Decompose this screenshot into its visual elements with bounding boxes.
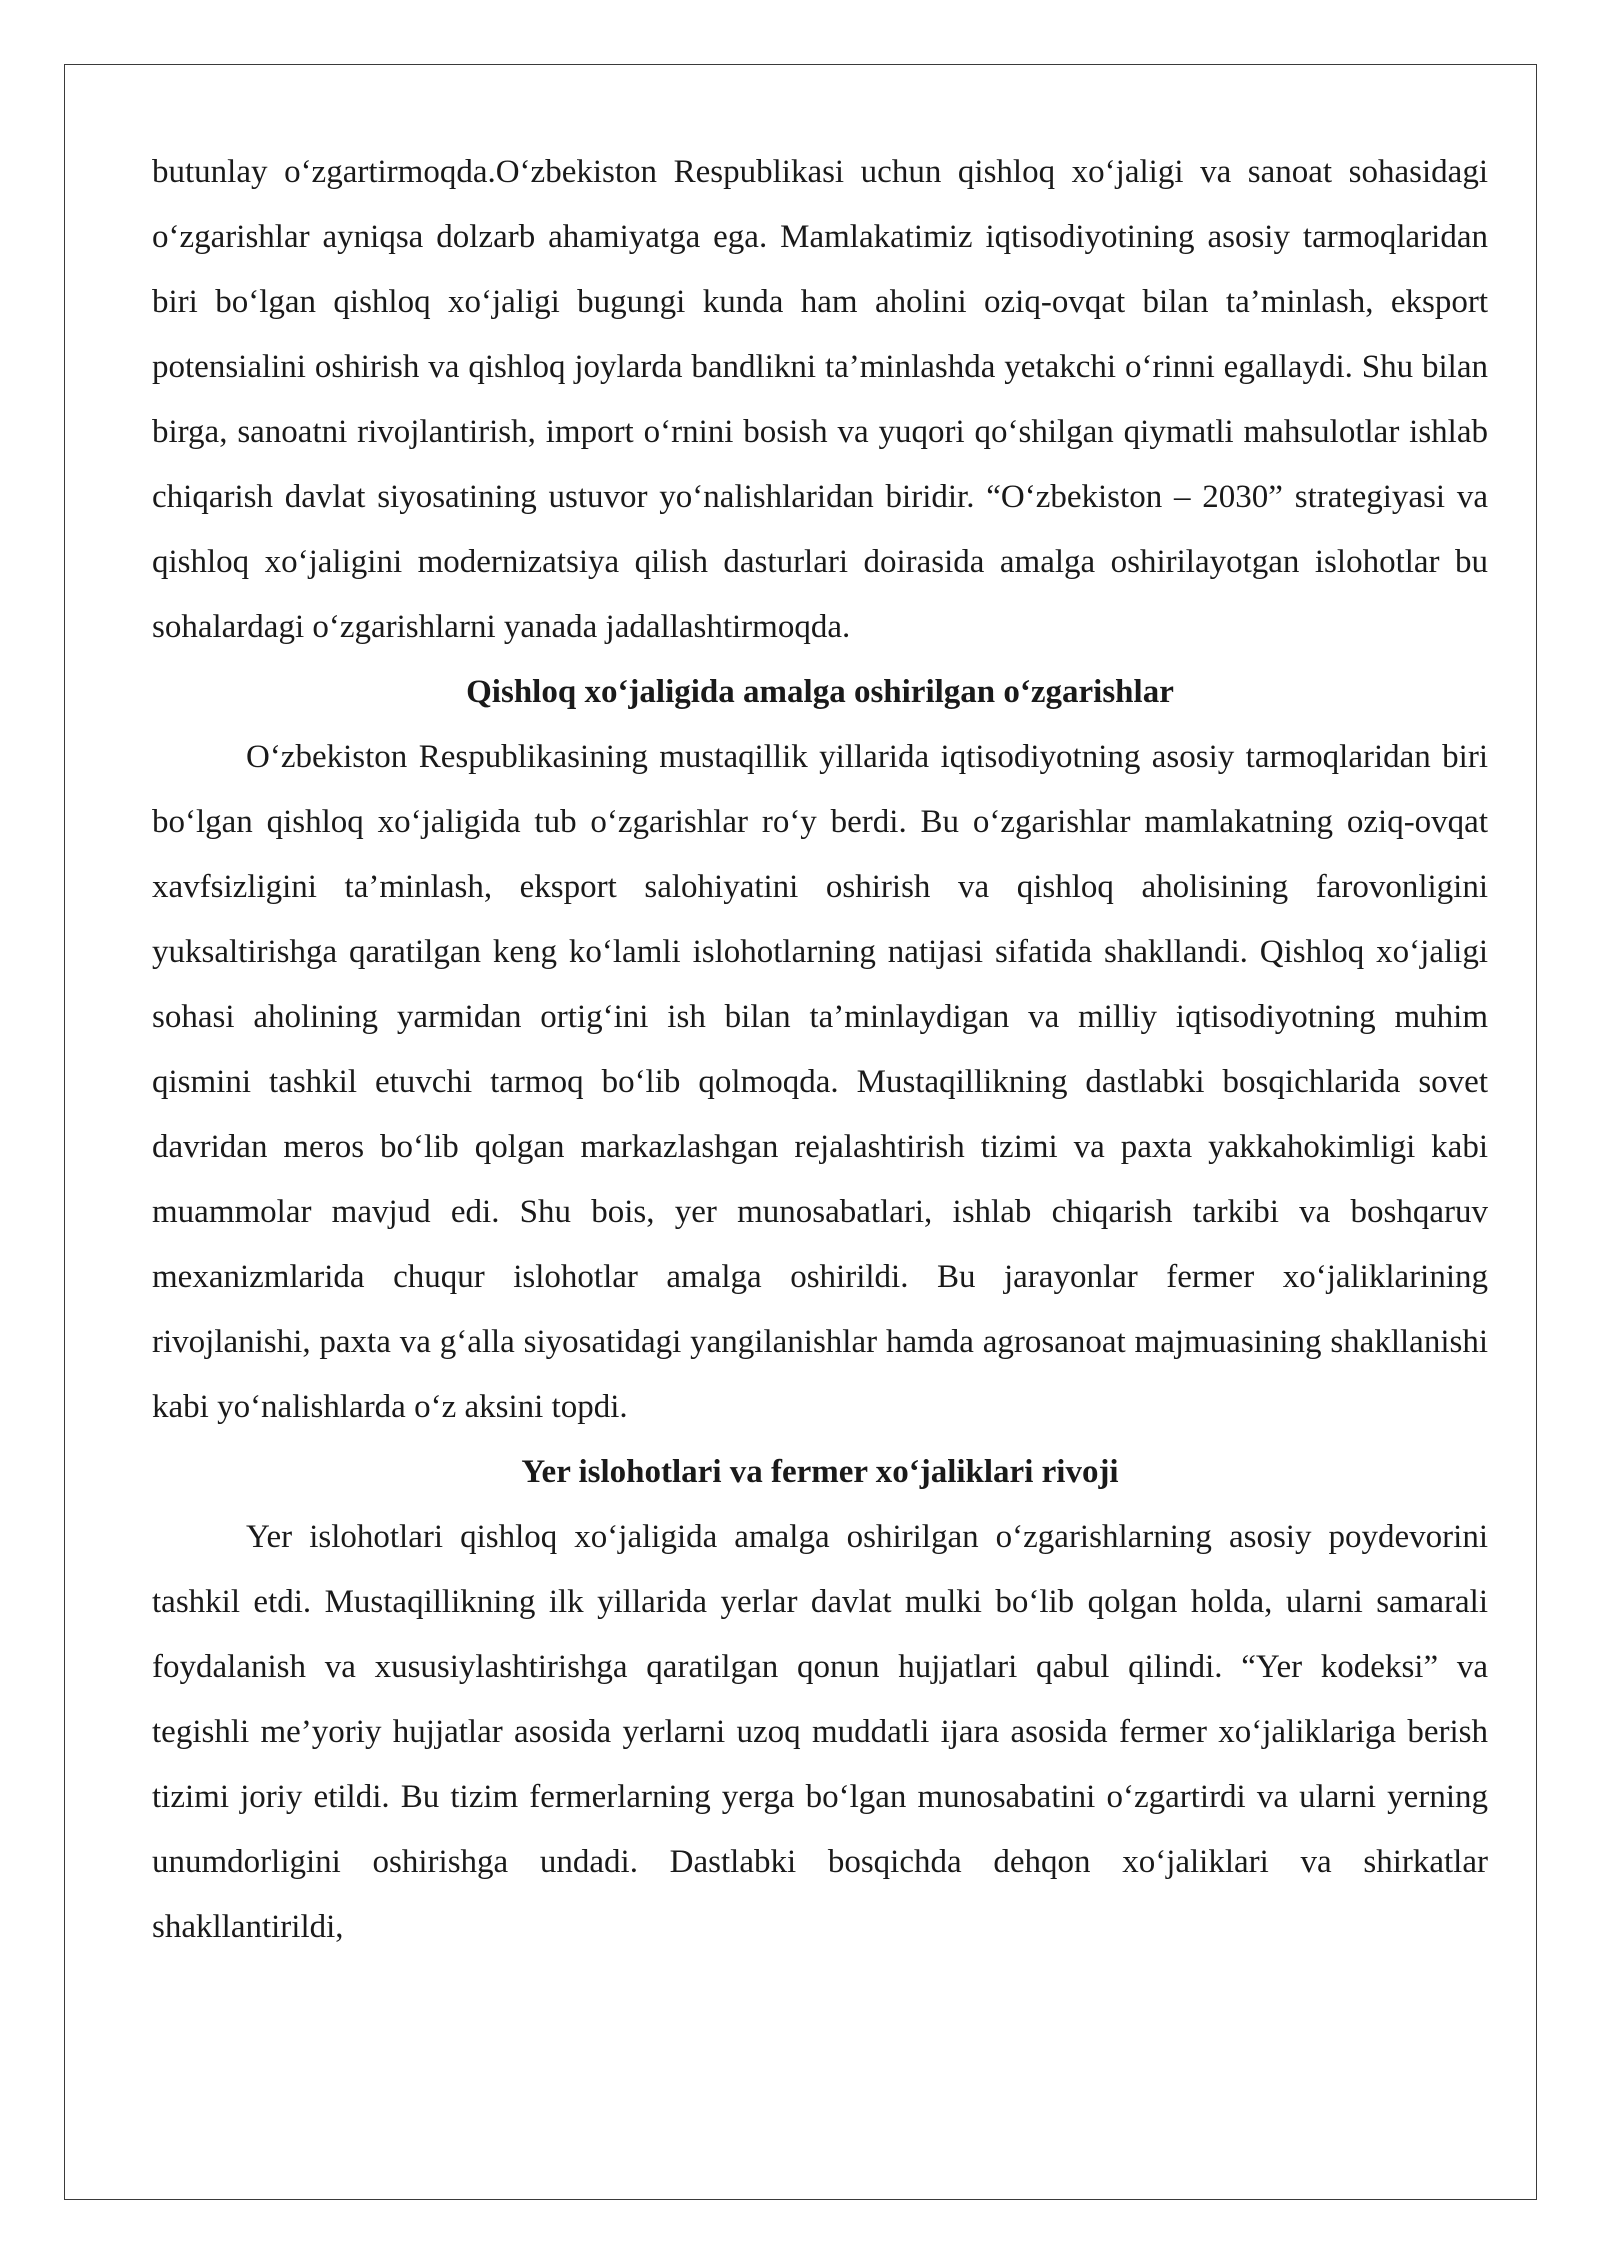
paragraph-agriculture-changes: O‘zbekiston Respublikasining mustaqillik yillarida iqtisodiyotning asosiy tarmoqlaridan biri bo‘lgan qishloq xo‘jaligida tub o‘zgarishlar ro‘y berdi. Bu o‘zgarishlar mamlakatning oziq-ovqat xavfsizligini ta’minlash, eksport salohiyatini oshirish va qishloq aholisining farovonligini yuksaltirishga qaratilgan keng ko‘lamli islohotlarning natijasi sifatida shakllandi. Qishloq xo‘jaligi sohasi aholining yarmidan ortig‘ini ish bilan ta’minlaydigan va milliy iqtisodiyotning muhim qismini tashkil etuvchi tarmoq bo‘lib qolmoqda. Mustaqillikning dastlabki bosqichlarida sovet davridan meros bo‘lib qolgan markazlashgan rejalashtirish tizimi va paxta yakkahokimligi kabi muammolar mavjud edi. Shu bois, yer munosabatlari, ishlab chiqarish tarkibi va boshqaruv mexanizmlarida chuqur islohotlar amalga oshirildi. Bu jarayonlar fermer xo‘jaliklarining rivojlanishi, paxta va g‘alla siyosatidagi yangilanishlar hamda agrosanoat majmuasining shakllanishi kabi yo‘nalishlarda o‘z aksini topdi.: [152, 739, 1488, 1425]
paragraph-land-reforms: Yer islohotlari qishloq xo‘jaligida amalga oshirilgan o‘zgarishlarning asosiy poydevorini tashkil etdi. Mustaqillikning ilk yillarida yerlar davlat mulki bo‘lib qolgan holda, ularni samarali foydalanish va xususiylashtirishga qaratilgan qonun hujjatlari qabul qilindi. “Yer kodeksi” va tegishli me’yoriy hujjatlar asosida yerlarni uzoq muddatli ijara asosida fermer xo‘jaliklariga berish tizimi joriy etildi. Bu tizim fermerlarning yerga bo‘lgan munosabatini o‘zgartirdi va ularni yerning unumdorligini oshirishga undadi. Dastlabki bosqichda dehqon xo‘jaliklari va shirkatlar shakllantirildi,: [152, 1519, 1488, 1945]
section-heading-land-reforms: Yer islohotlari va fermer xo‘jaliklari rivoji: [521, 1454, 1119, 1490]
section-heading-agriculture-changes: Qishloq xo‘jaligida amalga oshirilgan o‘zgarishlar: [466, 674, 1174, 710]
paragraph-intro-continuation: butunlay o‘zgartirmoqda.O‘zbekiston Respublikasi uchun qishloq xo‘jaligi va sanoat sohasidagi o‘zgarishlar ayniqsa dolzarb ahamiyatga ega. Mamlakatimiz iqtisodiyotining asosiy tarmoqlaridan biri bo‘lgan qishloq xo‘jaligi bugungi kunda ham aholini oziq-ovqat bilan ta’minlash, eksport potensialini oshirish va qishloq joylarda bandlikni ta’minlashda yetakchi o‘rinni egallaydi. Shu bilan birga, sanoatni rivojlantirish, import o‘rnini bosish va yuqori qo‘shilgan qiymatli mahsulotlar ishlab chiqarish davlat siyosatining ustuvor yo‘nalishlaridan biridir. “O‘zbekiston – 2030” strategiyasi va qishloq xo‘jaligini modernizatsiya qilish dasturlari doirasida amalga oshirilayotgan islohotlar bu sohalardagi o‘zgarishlarni yanada jadallashtirmoqda.: [152, 154, 1488, 645]
document-body: [152, 140, 1488, 1960]
